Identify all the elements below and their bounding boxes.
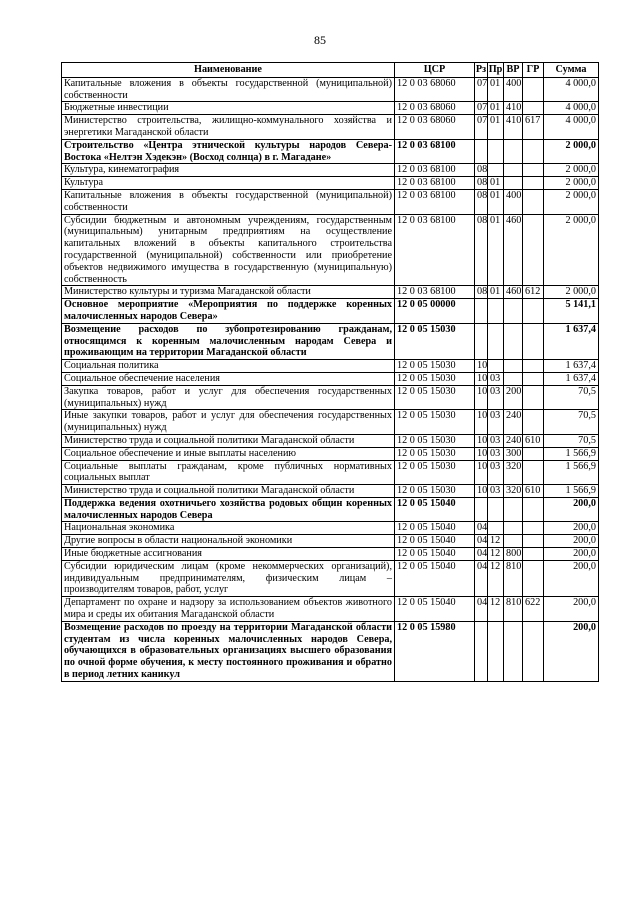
row-rz: [475, 323, 488, 359]
table-row: [62, 299, 599, 324]
row-gr: [523, 77, 544, 102]
row-vr: [504, 177, 523, 190]
row-rz: 10: [475, 410, 488, 435]
table-row: [62, 548, 599, 561]
row-rz: 08: [475, 189, 488, 214]
row-name: Социальное обеспечение населения: [62, 372, 395, 385]
table-row: [62, 372, 599, 385]
row-sum: 4 000,0: [544, 115, 599, 140]
table-row: [62, 139, 599, 164]
header-name: Наименование: [62, 63, 395, 78]
table-row: [62, 102, 599, 115]
row-sum: 2 000,0: [544, 286, 599, 299]
row-sum: 2 000,0: [544, 139, 599, 164]
row-pr: 12: [488, 597, 504, 622]
row-pr: 03: [488, 460, 504, 485]
row-rz: 10: [475, 485, 488, 498]
row-sum: 1 637,4: [544, 323, 599, 359]
row-csr: 12 0 05 15030: [395, 447, 475, 460]
row-rz: 10: [475, 372, 488, 385]
row-pr: [488, 621, 504, 681]
row-vr: [504, 497, 523, 522]
row-pr: [488, 323, 504, 359]
row-pr: 12: [488, 560, 504, 596]
row-vr: 320: [504, 485, 523, 498]
row-name: Культура: [62, 177, 395, 190]
header-pr: Пр: [488, 63, 504, 78]
row-pr: 03: [488, 485, 504, 498]
table-row: [62, 164, 599, 177]
row-sum: 70,5: [544, 434, 599, 447]
row-name: Социальные выплаты гражданам, кроме публичных нормативных социальных выплат: [62, 460, 395, 485]
row-gr: 610: [523, 434, 544, 447]
row-vr: [504, 299, 523, 324]
row-rz: 07: [475, 77, 488, 102]
row-gr: [523, 189, 544, 214]
row-gr: [523, 164, 544, 177]
row-vr: 400: [504, 77, 523, 102]
row-vr: 400: [504, 189, 523, 214]
row-name: Социальная политика: [62, 360, 395, 373]
row-gr: 612: [523, 286, 544, 299]
row-gr: [523, 299, 544, 324]
row-sum: 200,0: [544, 548, 599, 561]
row-sum: 1 566,9: [544, 447, 599, 460]
row-gr: [523, 372, 544, 385]
row-vr: 410: [504, 102, 523, 115]
header-vr: ВР: [504, 63, 523, 78]
row-csr: 12 0 05 15980: [395, 621, 475, 681]
row-csr: 12 0 05 15040: [395, 548, 475, 561]
table-row: [62, 214, 599, 286]
row-vr: 200: [504, 385, 523, 410]
row-csr: 12 0 05 15030: [395, 372, 475, 385]
row-vr: 320: [504, 460, 523, 485]
row-csr: 12 0 05 15040: [395, 560, 475, 596]
table-row: [62, 522, 599, 535]
page-number: 85: [314, 33, 326, 47]
table-row: [62, 323, 599, 359]
row-sum: 2 000,0: [544, 177, 599, 190]
row-pr: [488, 139, 504, 164]
row-pr: 01: [488, 102, 504, 115]
row-pr: 12: [488, 535, 504, 548]
table-row: [62, 360, 599, 373]
row-name: Национальная экономика: [62, 522, 395, 535]
row-name: Возмещение расходов по проезду на территории Магаданской области студентам из числа коренных малочисленных народов Севера, обучающихся в образовательных организациях высшего образования по очной форме обучения, к месту постоянного проживания и обратно в период летних каникул: [62, 621, 395, 681]
table-row: [62, 535, 599, 548]
row-name: Субсидии бюджетным и автономным учреждениям, государственным (муниципальным) унитарным предприятиям на осуществление капитальных вложений в объекты капитального строительства государственной (муниципальной) собственности или приобретение объектов недвижимого имущества в государственную (муниципальную) собственность: [62, 214, 395, 286]
row-gr: [523, 102, 544, 115]
row-csr: 12 0 05 15040: [395, 535, 475, 548]
row-name: Возмещение расходов по зубопротезированию гражданам, относящимся к коренным малочисленным народам Севера и проживающим на территории Магаданской области: [62, 323, 395, 359]
row-csr: 12 0 05 15030: [395, 323, 475, 359]
row-rz: 10: [475, 385, 488, 410]
row-vr: [504, 372, 523, 385]
row-vr: [504, 621, 523, 681]
table-row: [62, 189, 599, 214]
row-gr: 622: [523, 597, 544, 622]
row-gr: [523, 139, 544, 164]
row-name: Поддержка ведения охотничьего хозяйства родовых общин коренных малочисленных народов Севера: [62, 497, 395, 522]
row-rz: 10: [475, 434, 488, 447]
row-vr: [504, 360, 523, 373]
table-row: [62, 434, 599, 447]
row-name: Капитальные вложения в объекты государственной (муниципальной) собственности: [62, 189, 395, 214]
row-csr: 12 0 05 15030: [395, 385, 475, 410]
row-rz: 04: [475, 597, 488, 622]
row-rz: 04: [475, 535, 488, 548]
row-gr: [523, 410, 544, 435]
row-pr: 01: [488, 286, 504, 299]
row-name: Строительство «Центра этнической культуры народов Севера-Востока «Нелтэн Хэдекэн» (Восход солнца) в г. Магадане»: [62, 139, 395, 164]
row-name: Основное мероприятие «Мероприятия по поддержке коренных малочисленных народов Севера»: [62, 299, 395, 324]
header-row: [62, 63, 599, 78]
row-pr: [488, 360, 504, 373]
row-rz: 10: [475, 447, 488, 460]
row-rz: 08: [475, 214, 488, 286]
row-sum: 200,0: [544, 621, 599, 681]
row-sum: 1 566,9: [544, 460, 599, 485]
row-sum: 200,0: [544, 560, 599, 596]
row-vr: [504, 323, 523, 359]
row-rz: 10: [475, 460, 488, 485]
row-csr: 12 0 05 00000: [395, 299, 475, 324]
row-rz: 08: [475, 177, 488, 190]
row-csr: 12 0 05 15040: [395, 497, 475, 522]
row-csr: 12 0 05 15030: [395, 360, 475, 373]
row-pr: 03: [488, 447, 504, 460]
row-pr: 03: [488, 372, 504, 385]
row-csr: 12 0 05 15040: [395, 522, 475, 535]
row-gr: [523, 460, 544, 485]
row-gr: [523, 497, 544, 522]
row-sum: 70,5: [544, 385, 599, 410]
row-rz: 07: [475, 115, 488, 140]
header-csr: ЦСР: [395, 63, 475, 78]
row-pr: [488, 164, 504, 177]
row-name: Бюджетные инвестиции: [62, 102, 395, 115]
table-row: [62, 77, 599, 102]
row-gr: [523, 548, 544, 561]
table-row: [62, 410, 599, 435]
row-gr: [523, 177, 544, 190]
row-name: Культура, кинематография: [62, 164, 395, 177]
row-gr: [523, 447, 544, 460]
table-row: [62, 485, 599, 498]
row-sum: 1 637,4: [544, 360, 599, 373]
row-vr: [504, 139, 523, 164]
row-pr: 01: [488, 214, 504, 286]
table-row: [62, 115, 599, 140]
row-vr: 460: [504, 286, 523, 299]
row-name: Министерство строительства, жилищно-коммунального хозяйства и энергетики Магаданской области: [62, 115, 395, 140]
row-pr: 01: [488, 115, 504, 140]
row-rz: 10: [475, 360, 488, 373]
header-rz: Рз: [475, 63, 488, 78]
row-vr: 300: [504, 447, 523, 460]
row-sum: 4 000,0: [544, 77, 599, 102]
row-sum: 70,5: [544, 410, 599, 435]
row-csr: 12 0 03 68060: [395, 115, 475, 140]
row-csr: 12 0 03 68100: [395, 164, 475, 177]
row-sum: 200,0: [544, 535, 599, 548]
row-pr: [488, 299, 504, 324]
row-gr: [523, 214, 544, 286]
row-pr: 01: [488, 189, 504, 214]
row-name: Иные закупки товаров, работ и услуг для обеспечения государственных (муниципальных) нужд: [62, 410, 395, 435]
row-csr: 12 0 05 15040: [395, 597, 475, 622]
row-csr: 12 0 05 15030: [395, 410, 475, 435]
row-gr: [523, 535, 544, 548]
budget-table: [61, 62, 599, 682]
row-csr: 12 0 05 15030: [395, 460, 475, 485]
row-pr: 03: [488, 434, 504, 447]
row-rz: 07: [475, 102, 488, 115]
row-rz: [475, 621, 488, 681]
table-row: [62, 497, 599, 522]
row-csr: 12 0 05 15030: [395, 485, 475, 498]
table-row: [62, 286, 599, 299]
row-vr: [504, 522, 523, 535]
row-vr: 460: [504, 214, 523, 286]
table-row: [62, 385, 599, 410]
row-name: Закупка товаров, работ и услуг для обеспечения государственных (муниципальных) нужд: [62, 385, 395, 410]
row-gr: [523, 360, 544, 373]
row-vr: 800: [504, 548, 523, 561]
row-csr: 12 0 03 68060: [395, 77, 475, 102]
row-sum: 2 000,0: [544, 214, 599, 286]
row-sum: 200,0: [544, 497, 599, 522]
row-rz: [475, 139, 488, 164]
row-rz: 04: [475, 560, 488, 596]
row-name: Министерство культуры и туризма Магаданской области: [62, 286, 395, 299]
row-gr: 610: [523, 485, 544, 498]
row-vr: 410: [504, 115, 523, 140]
row-csr: 12 0 03 68100: [395, 177, 475, 190]
row-vr: [504, 535, 523, 548]
row-name: Другие вопросы в области национальной экономики: [62, 535, 395, 548]
table-row: [62, 597, 599, 622]
row-csr: 12 0 05 15030: [395, 434, 475, 447]
row-pr: 01: [488, 77, 504, 102]
row-csr: 12 0 03 68100: [395, 286, 475, 299]
row-vr: 810: [504, 597, 523, 622]
row-name: Министерство труда и социальной политики Магаданской области: [62, 485, 395, 498]
row-sum: 4 000,0: [544, 102, 599, 115]
row-sum: 200,0: [544, 522, 599, 535]
row-gr: 617: [523, 115, 544, 140]
row-pr: 03: [488, 385, 504, 410]
table-row: [62, 177, 599, 190]
row-csr: 12 0 03 68060: [395, 102, 475, 115]
row-rz: 08: [475, 164, 488, 177]
row-rz: 04: [475, 548, 488, 561]
row-rz: 08: [475, 286, 488, 299]
row-sum: 1 637,4: [544, 372, 599, 385]
row-csr: 12 0 03 68100: [395, 189, 475, 214]
row-pr: [488, 522, 504, 535]
header-sum: Сумма: [544, 63, 599, 78]
row-sum: 2 000,0: [544, 164, 599, 177]
row-rz: 04: [475, 522, 488, 535]
row-pr: 03: [488, 410, 504, 435]
row-gr: [523, 560, 544, 596]
table-row: [62, 460, 599, 485]
row-pr: [488, 497, 504, 522]
row-csr: 12 0 03 68100: [395, 214, 475, 286]
row-vr: [504, 164, 523, 177]
row-gr: [523, 323, 544, 359]
row-name: Иные бюджетные ассигнования: [62, 548, 395, 561]
row-sum: 2 000,0: [544, 189, 599, 214]
row-sum: 5 141,1: [544, 299, 599, 324]
row-vr: 240: [504, 434, 523, 447]
row-name: Министерство труда и социальной политики Магаданской области: [62, 434, 395, 447]
row-name: Капитальные вложения в объекты государственной (муниципальной) собственности: [62, 77, 395, 102]
row-name: Департамент по охране и надзору за использованием объектов животного мира и среды их обитания Магаданской области: [62, 597, 395, 622]
row-name: Субсидии юридическим лицам (кроме некоммерческих организаций), индивидуальным предпринимателям, физическим лицам – производителям товаров, работ, услуг: [62, 560, 395, 596]
table-row: [62, 621, 599, 681]
table-row: [62, 447, 599, 460]
row-sum: 200,0: [544, 597, 599, 622]
row-gr: [523, 385, 544, 410]
table-row: [62, 560, 599, 596]
row-rz: [475, 497, 488, 522]
row-pr: 01: [488, 177, 504, 190]
row-rz: [475, 299, 488, 324]
row-sum: 1 566,9: [544, 485, 599, 498]
row-pr: 12: [488, 548, 504, 561]
row-gr: [523, 621, 544, 681]
row-name: Социальное обеспечение и иные выплаты населению: [62, 447, 395, 460]
header-gr: ГР: [523, 63, 544, 78]
row-vr: 240: [504, 410, 523, 435]
row-vr: 810: [504, 560, 523, 596]
row-gr: [523, 522, 544, 535]
row-csr: 12 0 03 68100: [395, 139, 475, 164]
